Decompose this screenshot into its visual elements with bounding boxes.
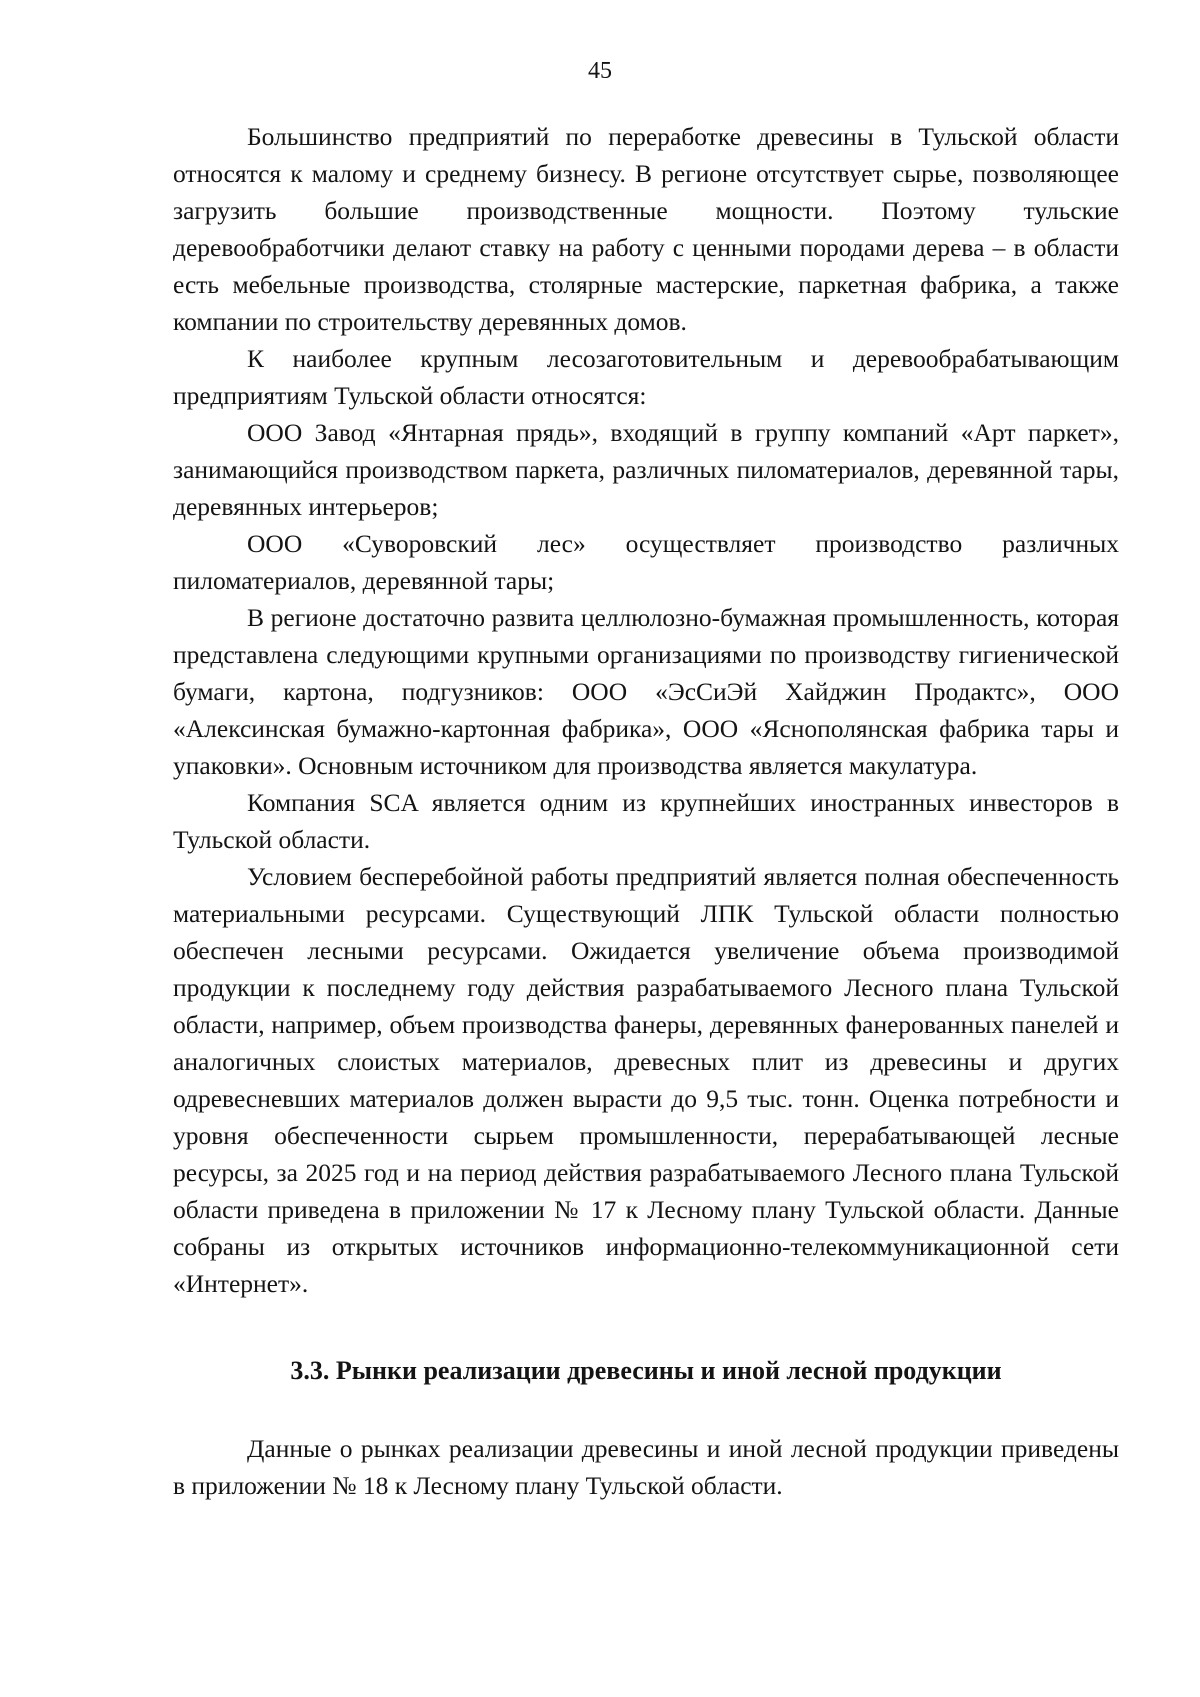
paragraph-resource-provision: Условием бесперебойной работы предприятий является полная обеспеченность материальными ресурсами. Существующий ЛПК Тульской области полностью обеспечен лесными ресурсами. Ожидается увеличение объема производимой продукции к последнему году действия разрабатываемого Лесного плана Тульской области, например, объем производства фанеры, деревянных фанерованных панелей и аналогичных слоистых материалов, древесных плит из древесины и других одревесневших материалов должен вырасти до 9,5 тыс. тонн. Оценка потребности и уровня обеспеченности сырьем промышленности, перерабатывающей лесные ресурсы, за 2025 год и на период действия разрабатываемого Лесного плана Тульской области приведена в приложении № 17 к Лесному плану Тульской области. Данные собраны из открытых источников информационно-телекоммуникационной сети «Интернет». (173, 862, 1119, 1298)
paragraph-markets-reference: Данные о рынках реализации древесины и иной лесной продукции приведены в приложении № 18 к Лесному плану Тульской области. (173, 1434, 1119, 1500)
page-number: 45 (588, 58, 612, 84)
paragraph-yantarnaya-pryad: ООО Завод «Янтарная прядь», входящий в группу компаний «Арт паркет», занимающийся производством паркета, различных пиломатериалов, деревянной тары, деревянных интерьеров; (173, 418, 1119, 521)
paragraph-wood-processing-business: Большинство предприятий по переработке древесины в Тульской области относятся к малому и среднему бизнесу. В регионе отсутствует сырье, позволяющее загрузить большие производственные мощности. Поэтому тульские деревообработчики делают ставку на работу с ценными породами дерева – в области есть мебельные производства, столярные мастерские, паркетная фабрика, а также компании по строительству деревянных домов. (173, 122, 1119, 336)
paragraph-largest-enterprises-intro: К наиболее крупным лесозаготовительным и деревообрабатывающим предприятиям Тульской области относятся: (173, 344, 1119, 410)
paragraph-pulp-paper-industry: В регионе достаточно развита целлюлозно-бумажная промышленность, которая представлена следующими крупными организациями по производству гигиенической бумаги, картона, подгузников: ООО «ЭсСиЭй Хайджин Продактс», ООО «Алексинская бумажно-картонная фабрика», ООО «Яснополянская фабрика тары и упаковки». Основным источником для производства является макулатура. (173, 603, 1119, 780)
paragraph-suvorovsky-les: ООО «Суворовский лес» осуществляет производство различных пиломатериалов, деревянной тары; (173, 529, 1119, 595)
document-body (173, 118, 1119, 1504)
paragraph-sca-investor: Компания SCA является одним из крупнейших иностранных инвесторов в Тульской области. (173, 788, 1119, 854)
section-heading: 3.3. Рынки реализации древесины и иной лесной продукции (290, 1356, 1002, 1385)
